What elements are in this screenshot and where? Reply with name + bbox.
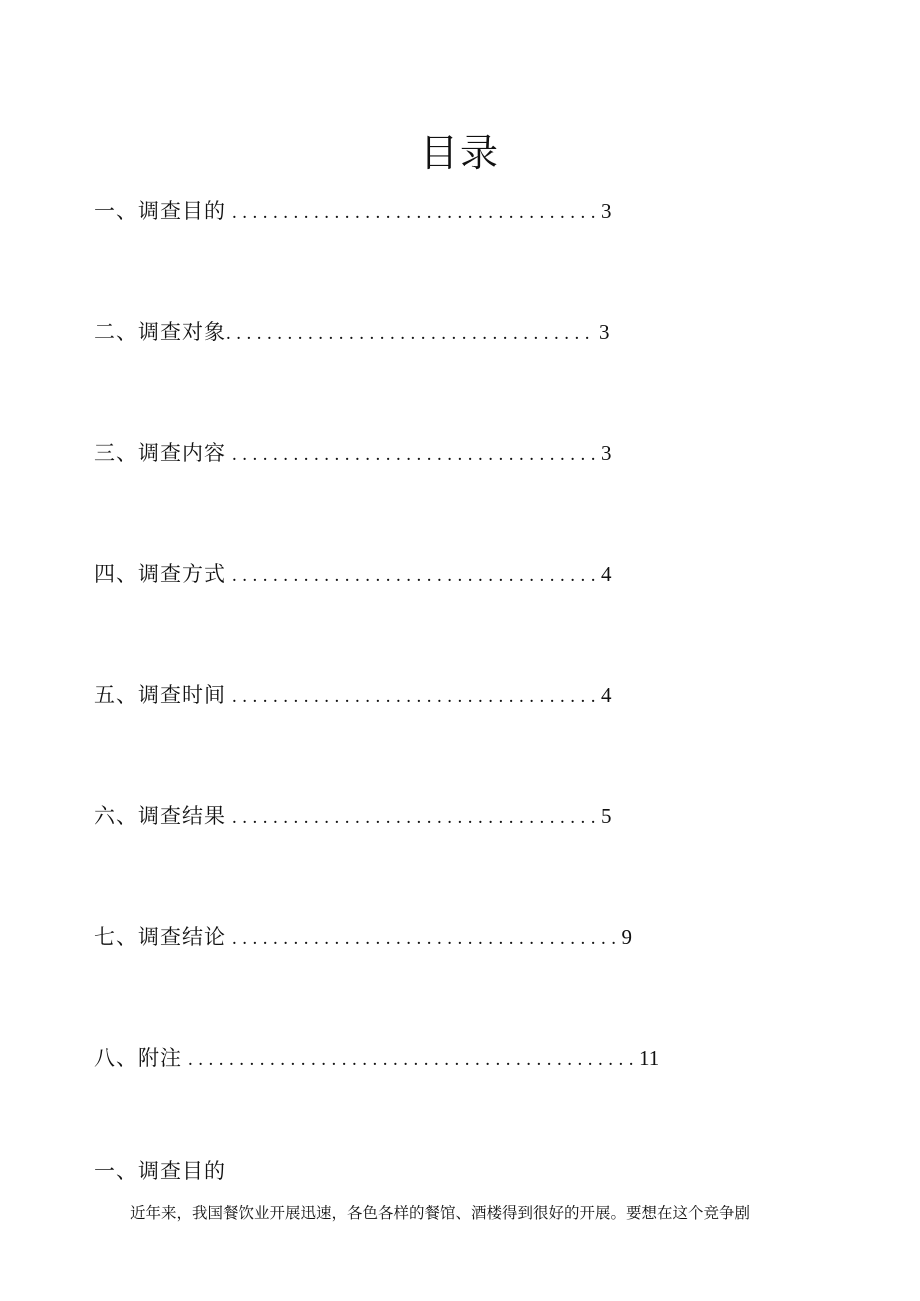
- toc-entry[interactable]: [94, 437, 612, 467]
- toc-entry[interactable]: [94, 800, 612, 830]
- toc-entry-label: 七、调查结论: [94, 925, 226, 949]
- toc-entry[interactable]: [94, 921, 632, 951]
- toc-page-number: 3: [599, 320, 610, 344]
- toc-dot-leader: ....................................: [232, 807, 601, 828]
- toc-entry[interactable]: [94, 558, 612, 588]
- toc-entry-label: 二、调查对象: [94, 320, 226, 344]
- toc-page-number: 9: [621, 925, 632, 949]
- toc-dot-leader: ....................................: [232, 686, 601, 707]
- toc-page-number: 3: [601, 199, 612, 223]
- section-heading: 一、调查目的: [94, 1159, 226, 1183]
- toc-dot-leader: ....................................: [232, 202, 601, 223]
- toc-entry[interactable]: [94, 679, 612, 709]
- toc-entry-label: 三、调查内容: [94, 441, 226, 465]
- toc-page-number: 4: [601, 683, 612, 707]
- toc-page-number: 5: [601, 804, 612, 828]
- toc-dot-leader: ......................................: [232, 928, 622, 949]
- toc-dot-leader: ....................................: [232, 444, 601, 465]
- toc-entry-label: 四、调查方式: [94, 562, 226, 586]
- toc-entry-label: 六、调查结果: [94, 804, 226, 828]
- toc-entry-label: 八、附注: [94, 1046, 182, 1070]
- toc-entry[interactable]: [94, 195, 612, 225]
- toc-page-number: 3: [601, 441, 612, 465]
- toc-dot-leader: ....................................: [226, 323, 595, 344]
- body-paragraph: 近年来，我国餐饮业开展迅速，各色各样的餐馆、酒楼得到很好的开展。要想在这个竞争剧: [130, 1204, 751, 1222]
- toc-entry[interactable]: [94, 1042, 659, 1072]
- toc-page-number: 11: [639, 1046, 660, 1070]
- toc-entry-label: 五、调查时间: [94, 683, 226, 707]
- toc-entry[interactable]: [94, 316, 610, 346]
- toc-page-number: 4: [601, 562, 612, 586]
- toc-dot-leader: ............................................: [188, 1049, 639, 1070]
- toc-title: 目录: [419, 131, 500, 175]
- toc-entry-label: 一、调查目的: [94, 199, 226, 223]
- toc-dot-leader: ....................................: [232, 565, 601, 586]
